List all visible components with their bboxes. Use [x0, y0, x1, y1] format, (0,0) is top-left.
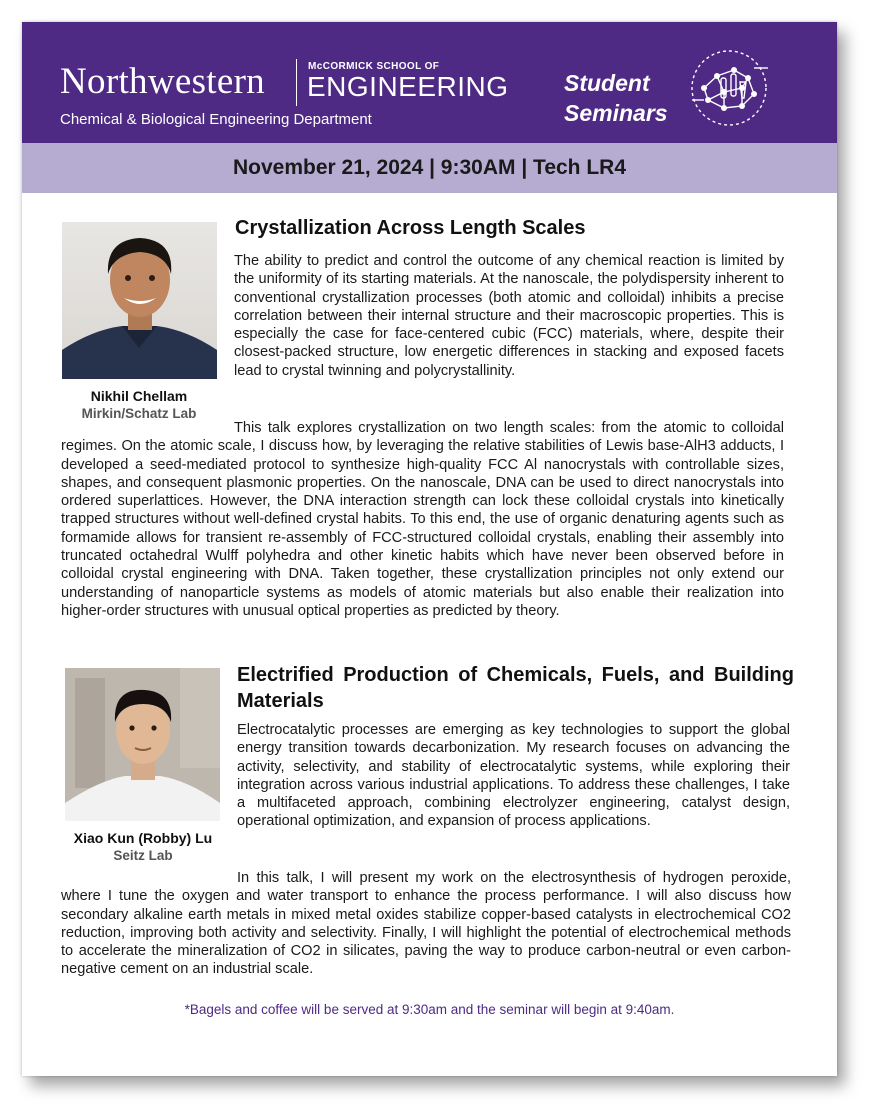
series-title-line1: Student	[564, 70, 650, 96]
school-prefix: McCORMICK SCHOOL OF	[308, 61, 440, 72]
header-banner	[22, 22, 837, 143]
event-date-bar: November 21, 2024 | 9:30AM | Tech LR4	[22, 143, 837, 193]
abstract-paragraph: This talk explores crystallization on two length scales: from the atomic to colloidal regimes. On the atomic scale, I discuss how, by leveraging the relative stabilities of Lewis base-AlH3 adducts, I developed a seed-mediated protocol to synthesize high-quality FCC Al nanocrystals with controllable sizes, shapes, and consequent plasmonic properties. On the nanoscale, DNA can be used to direct nanocrystals into ordered superlattices. However, the DNA interaction strength can lock these colloidal crystals into kinetically trapped structures without well-defined crystal habits. To this end, the use of organic denaturing agents such as formamide allows for transient re-assembly of FCC-structured colloidal crystals, enabling their assembly into truncated octahedral Wulff polyhedra and other kinetic habits which have never been observed before in colloidal crystal engineering with DNA. Taken together, these crystallization principles not only extend our understanding of nanoparticle systems as models of atomic materials but also enable their realization into higher-order structures with unusual optical properties as predicted by theory.	[61, 420, 784, 619]
speaker-photo-nikhil-chellam	[62, 222, 217, 379]
speaker-name: Nikhil Chellam	[90, 388, 188, 404]
abstract-paragraph: Electrocatalytic processes are emerging as key technologies to support the global energy transition towards decarbonization. My research focuses on advancing the activity, selectivity, and stability of electrocatalytic systems, while exploring their integration across various industrial applications. To address these challenges, I take a multifaceted approach, combining electrolyzer engineering, catalyst design, operational optimization, and expansion of process applications.	[237, 722, 790, 830]
logo-divider	[296, 59, 297, 106]
talk-title: Crystallization Across Length Scales	[235, 217, 586, 239]
talk-abstract-body	[61, 419, 784, 620]
refreshments-note: *Bagels and coffee will be served at 9:30am and the seminar will begin at 9:40am.	[184, 1002, 675, 1017]
school-name: ENGINEERING	[307, 71, 509, 102]
abstract-paragraph: The ability to predict and control the outcome of any chemical reaction is limited by the uniformity of its starting materials. At the nanoscale, the polydispersity inherent to conventional crystallization processes (both atomic and colloidal) inhibits a precise correlation between their internal structure and their macroscopic properties. This is especially the case for face-centered cubic (FCC) materials, where, despite their closest-packed structure, low energetic differences in stacking and exposed facets lead to crystal twinning and polycrystallinity.	[234, 253, 784, 379]
talk-abstract-body	[61, 869, 791, 979]
series-title-line2: Seminars	[564, 100, 668, 126]
speaker-photo-xiao-kun-lu	[65, 668, 220, 821]
talk-abstract-intro	[237, 721, 790, 831]
seminar-flyer	[22, 22, 837, 1076]
talk-title: Electrified Production of Chemicals, Fuels, and Building Materials	[237, 664, 794, 712]
abstract-paragraph: In this talk, I will present my work on the electrosynthesis of hydrogen peroxide, where I tune the oxygen and water transport to enhance the process performance. I will also discuss how secondary alkaline earth metals in mixed metal oxides stabilize copper-based catalysts in electrochemical CO2 reduction, improving both activity and selectivity. Finally, I will highlight the potential of electrochemical methods to accelerate the mineralization of CO2 in silicates, paving the way to produce carbon-neutral or even carbon-negative cement on an industrial scale.	[61, 870, 791, 978]
speaker-lab: Seitz Lab	[113, 848, 173, 863]
talk-abstract-intro	[234, 252, 784, 380]
speaker-lab: Mirkin/Schatz Lab	[81, 406, 197, 421]
department-name: Chemical & Biological Engineering Department	[60, 111, 372, 128]
speaker-name: Xiao Kun (Robby) Lu	[73, 830, 213, 846]
university-wordmark: Northwestern	[60, 61, 265, 102]
series-title	[564, 68, 668, 128]
molecule-lab-icon	[684, 48, 774, 128]
